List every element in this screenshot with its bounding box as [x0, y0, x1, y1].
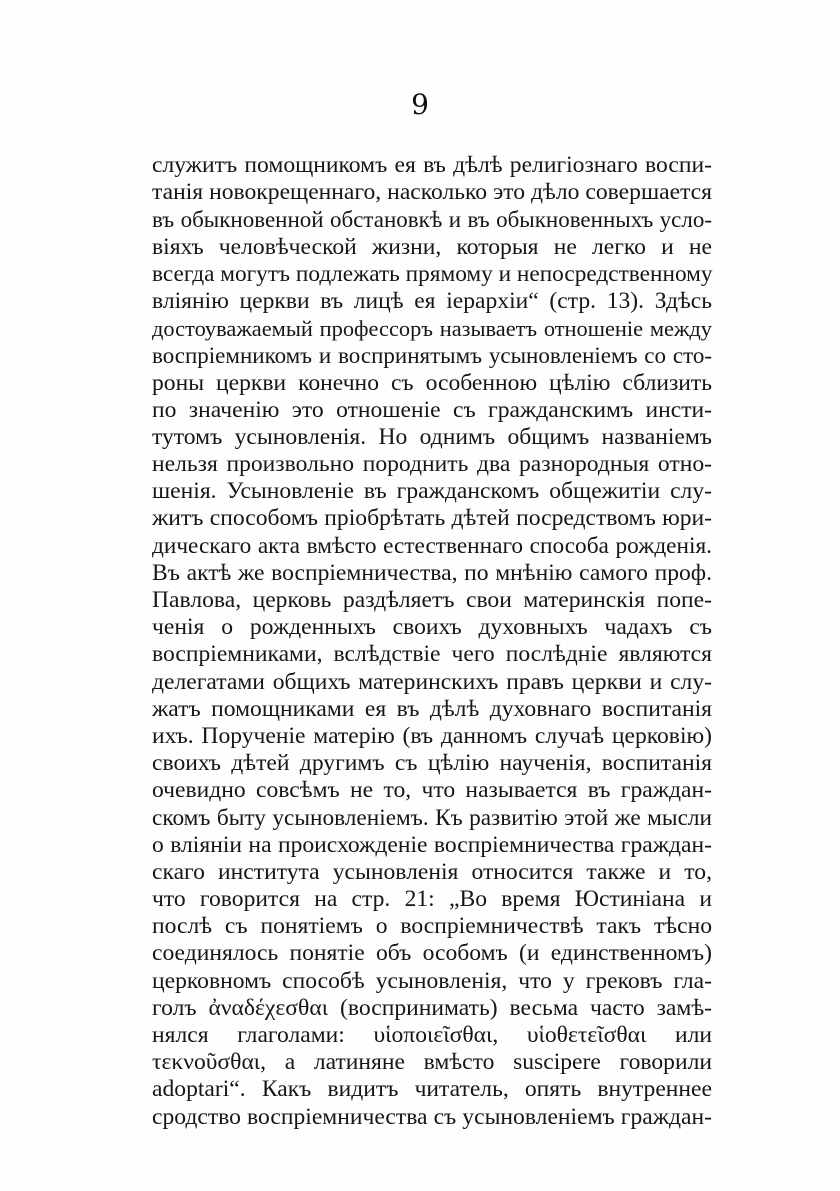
text-line: соединялось понятіе объ особомъ (и единственномъ) — [152, 940, 712, 967]
body-text — [152, 152, 712, 1131]
text-line: вліянію церкви въ лицѣ ея іерархіи“ (стр. 13). Здѣсь — [152, 287, 712, 314]
text-line: послѣ съ понятіемъ о воспріемничествѣ такъ тѣсно — [152, 913, 712, 940]
text-line: воспріемниками, вслѣдствіе чего послѣдніе являются — [152, 641, 712, 668]
text-line: скомъ быту усыновленіемъ. Къ развитію этой же мысли — [152, 804, 712, 831]
text-line: шенія. Усыновленіе въ гражданскомъ общежитіи слу- — [152, 478, 712, 505]
text-line: что говорится на стр. 21: „Во время Юстиніана и — [152, 886, 712, 913]
page-number: 9 — [411, 88, 429, 121]
text-line: достоуважаемый профессоръ называетъ отношеніе между — [152, 316, 712, 342]
text-line: τεκνοῦσθαι, а латиняне вмѣсто suscipere говорили — [152, 1049, 712, 1076]
text-line: сродство воспріемничества съ усыновленіемъ граждан- — [152, 1103, 712, 1130]
text-line: танія новокрещеннаго, насколько это дѣло совершается — [152, 179, 712, 206]
text-line: воспріемникомъ и воспринятымъ усыновленіемъ со сто- — [152, 343, 712, 369]
text-line: тутомъ усыновленія. Но однимъ общимъ названіемъ — [152, 423, 712, 450]
text-line: служитъ помощникомъ ея въ дѣлѣ религіознаго воспи- — [152, 152, 712, 178]
text-line: дическаго акта вмѣсто естественнаго способа рожденія. — [152, 532, 712, 559]
text-line: голъ ἀναδέχεσθαι (воспринимать) весьма часто замѣ- — [152, 994, 712, 1021]
text-line: роны церкви конечно съ особенною цѣлію сблизить — [152, 369, 712, 396]
text-line: очевидно совсѣмъ не то, что называется въ граждан- — [152, 777, 712, 804]
text-line: о вліяніи на происхожденіе воспріемничества граждан- — [152, 831, 712, 858]
text-line: ченія о рожденныхъ своихъ духовныхъ чадахъ съ — [152, 614, 712, 641]
text-line: церковномъ способѣ усыновленія, что у грековъ гла- — [152, 967, 712, 994]
text-line: своихъ дѣтей другимъ съ цѣлію наученія, воспитанія — [152, 750, 712, 777]
text-line: віяхъ человѣческой жизни, которыя не легко и не — [152, 233, 712, 260]
text-line: нялся глаголами: υἱοποιεῖσθαι, υἱοθετεῖσθαι или — [152, 1022, 712, 1048]
text-line: житъ способомъ пріобрѣтать дѣтей посредствомъ юри- — [152, 505, 712, 532]
text-line: adoptari“. Какъ видитъ читатель, опять внутреннее — [152, 1076, 712, 1103]
text-line: Павлова, церковь раздѣляетъ свои материнскія попе- — [152, 587, 712, 613]
text-line: по значенію это отношеніе съ гражданскимъ инсти- — [152, 396, 712, 423]
text-line: всегда могутъ подлежать прямому и непосредственному — [152, 260, 713, 287]
text-line: Въ актѣ же воспріемничества, по мнѣнію самого проф. — [152, 559, 712, 586]
text-line: жатъ помощниками ея въ дѣлѣ духовнаго воспитанія — [152, 695, 712, 722]
text-line: скаго института усыновленія относится также и то, — [152, 858, 712, 885]
text-line: делегатами общихъ материнскихъ правъ церкви и слу- — [152, 668, 712, 695]
text-line: въ обыкновенной обстановкѣ и въ обыкновенныхъ усло- — [152, 207, 712, 233]
text-line: нельзя произвольно породнить два разнородныя отно- — [152, 451, 712, 478]
text-line: ихъ. Порученіе матерію (въ данномъ случаѣ церковію) — [152, 722, 712, 749]
